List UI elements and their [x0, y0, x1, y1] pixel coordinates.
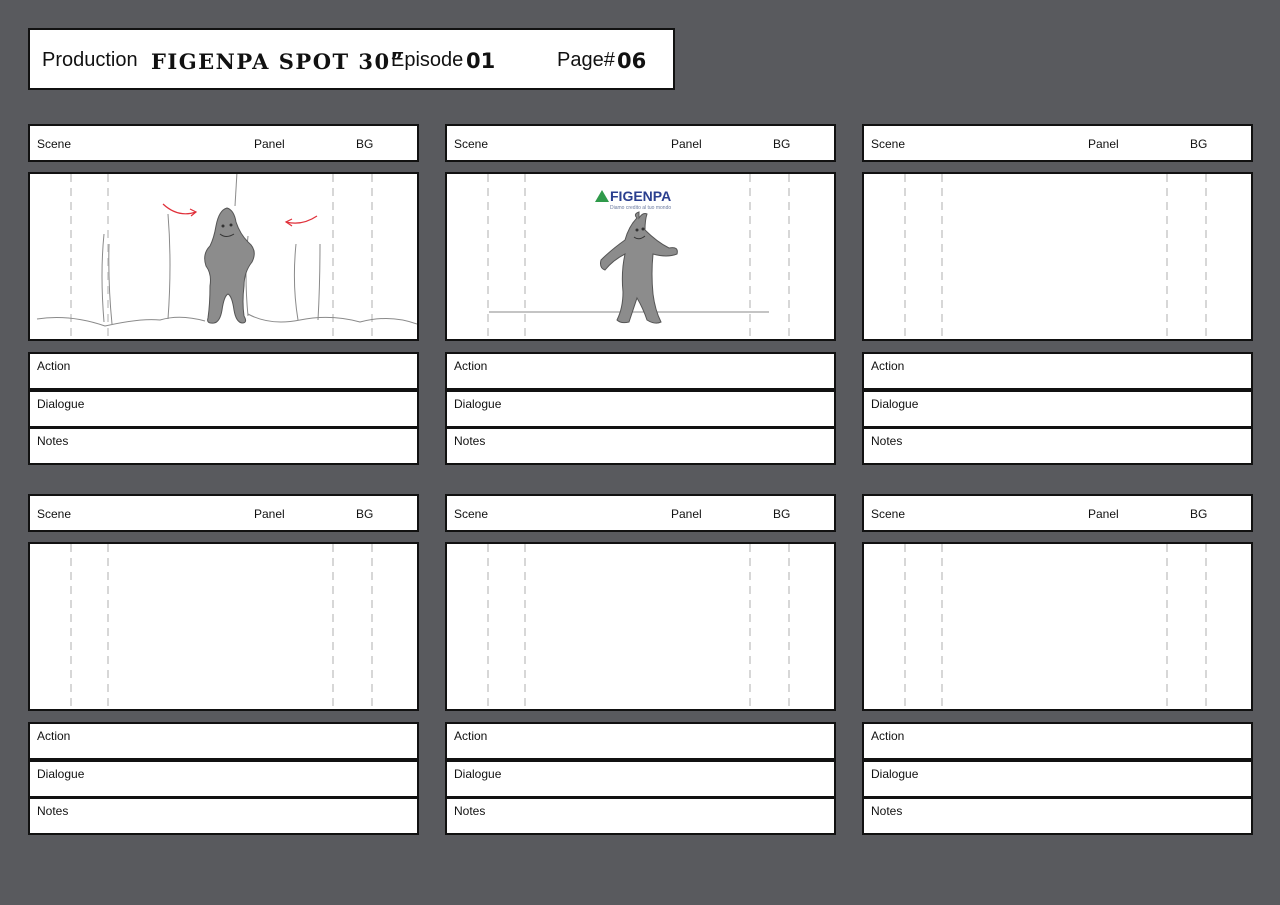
dialogue-label: Dialogue: [871, 767, 919, 781]
dialogue-row: [445, 390, 836, 428]
notes-row: [445, 427, 836, 465]
page-number: 06: [617, 49, 647, 73]
panel-meta-row: [28, 494, 419, 532]
action-row: [445, 352, 836, 390]
panel-frame: [28, 542, 419, 711]
bg-label: BG: [1190, 137, 1208, 151]
mascot-between-curtains-sketch: [30, 174, 417, 339]
panel-frame: [445, 172, 836, 341]
notes-row: [28, 427, 419, 465]
episode-number: 01: [466, 49, 496, 73]
notes-row: [862, 797, 1253, 835]
safe-area-guides: [864, 174, 1251, 339]
notes-label: Notes: [454, 804, 486, 818]
mascot-with-logo-sketch: [447, 174, 834, 339]
scene-label: Scene: [454, 507, 489, 521]
panel-frame: [862, 542, 1253, 711]
dialogue-row: [862, 760, 1253, 798]
action-label: Action: [37, 359, 71, 373]
panel-meta-row: [445, 124, 836, 162]
logo-text: FIGENPA: [610, 188, 672, 204]
action-label: Action: [37, 729, 71, 743]
scene-label: Scene: [454, 137, 489, 151]
dialogue-label: Dialogue: [454, 767, 502, 781]
bg-label: BG: [1190, 507, 1208, 521]
panel-frame: [28, 172, 419, 341]
scene-label: Scene: [37, 507, 72, 521]
page-label: Page#: [557, 49, 615, 71]
notes-label: Notes: [871, 804, 903, 818]
action-label: Action: [454, 729, 488, 743]
notes-row: [445, 797, 836, 835]
safe-area-guides: [447, 544, 834, 709]
panel-meta-row: [862, 494, 1253, 532]
episode-label: Episode: [391, 49, 464, 71]
safe-area-guides: [30, 544, 417, 709]
notes-label: Notes: [871, 434, 903, 448]
panel-meta-row: [862, 124, 1253, 162]
figenpa-logo: [595, 188, 671, 211]
action-row: [862, 352, 1253, 390]
logo-triangle-icon: [595, 190, 609, 202]
action-row: [445, 722, 836, 760]
bg-label: BG: [356, 507, 374, 521]
dialogue-label: Dialogue: [454, 397, 502, 411]
notes-row: [862, 427, 1253, 465]
panel-frame: [862, 172, 1253, 341]
dialogue-row: [28, 390, 419, 428]
panel-frame: [445, 542, 836, 711]
logo-tagline: Diamo credito al tuo mondo: [610, 205, 672, 211]
dialogue-row: [445, 760, 836, 798]
action-row: [28, 352, 419, 390]
mascot-figure: [601, 212, 678, 323]
notes-row: [28, 797, 419, 835]
panel-meta-row: [445, 494, 836, 532]
action-label: Action: [871, 729, 905, 743]
notes-label: Notes: [37, 804, 69, 818]
bg-label: BG: [773, 137, 791, 151]
panel-number-label: Panel: [671, 137, 702, 151]
dialogue-label: Dialogue: [37, 397, 85, 411]
action-row: [862, 722, 1253, 760]
dialogue-label: Dialogue: [37, 767, 85, 781]
production-name: FIGENPA SPOT 30”: [151, 49, 405, 74]
panel-number-label: Panel: [254, 137, 285, 151]
panel-number-label: Panel: [1088, 137, 1119, 151]
production-header: [28, 28, 675, 90]
dialogue-row: [862, 390, 1253, 428]
action-label: Action: [871, 359, 905, 373]
panel-number-label: Panel: [1088, 507, 1119, 521]
bg-label: BG: [773, 507, 791, 521]
action-label: Action: [454, 359, 488, 373]
scene-label: Scene: [37, 137, 72, 151]
dialogue-label: Dialogue: [871, 397, 919, 411]
panel-meta-row: [28, 124, 419, 162]
notes-label: Notes: [454, 434, 486, 448]
scene-label: Scene: [871, 137, 906, 151]
bg-label: BG: [356, 137, 374, 151]
notes-label: Notes: [37, 434, 69, 448]
panel-number-label: Panel: [254, 507, 285, 521]
panel-number-label: Panel: [671, 507, 702, 521]
production-label: Production: [42, 49, 138, 71]
safe-area-guides: [864, 544, 1251, 709]
dialogue-row: [28, 760, 419, 798]
action-row: [28, 722, 419, 760]
scene-label: Scene: [871, 507, 906, 521]
